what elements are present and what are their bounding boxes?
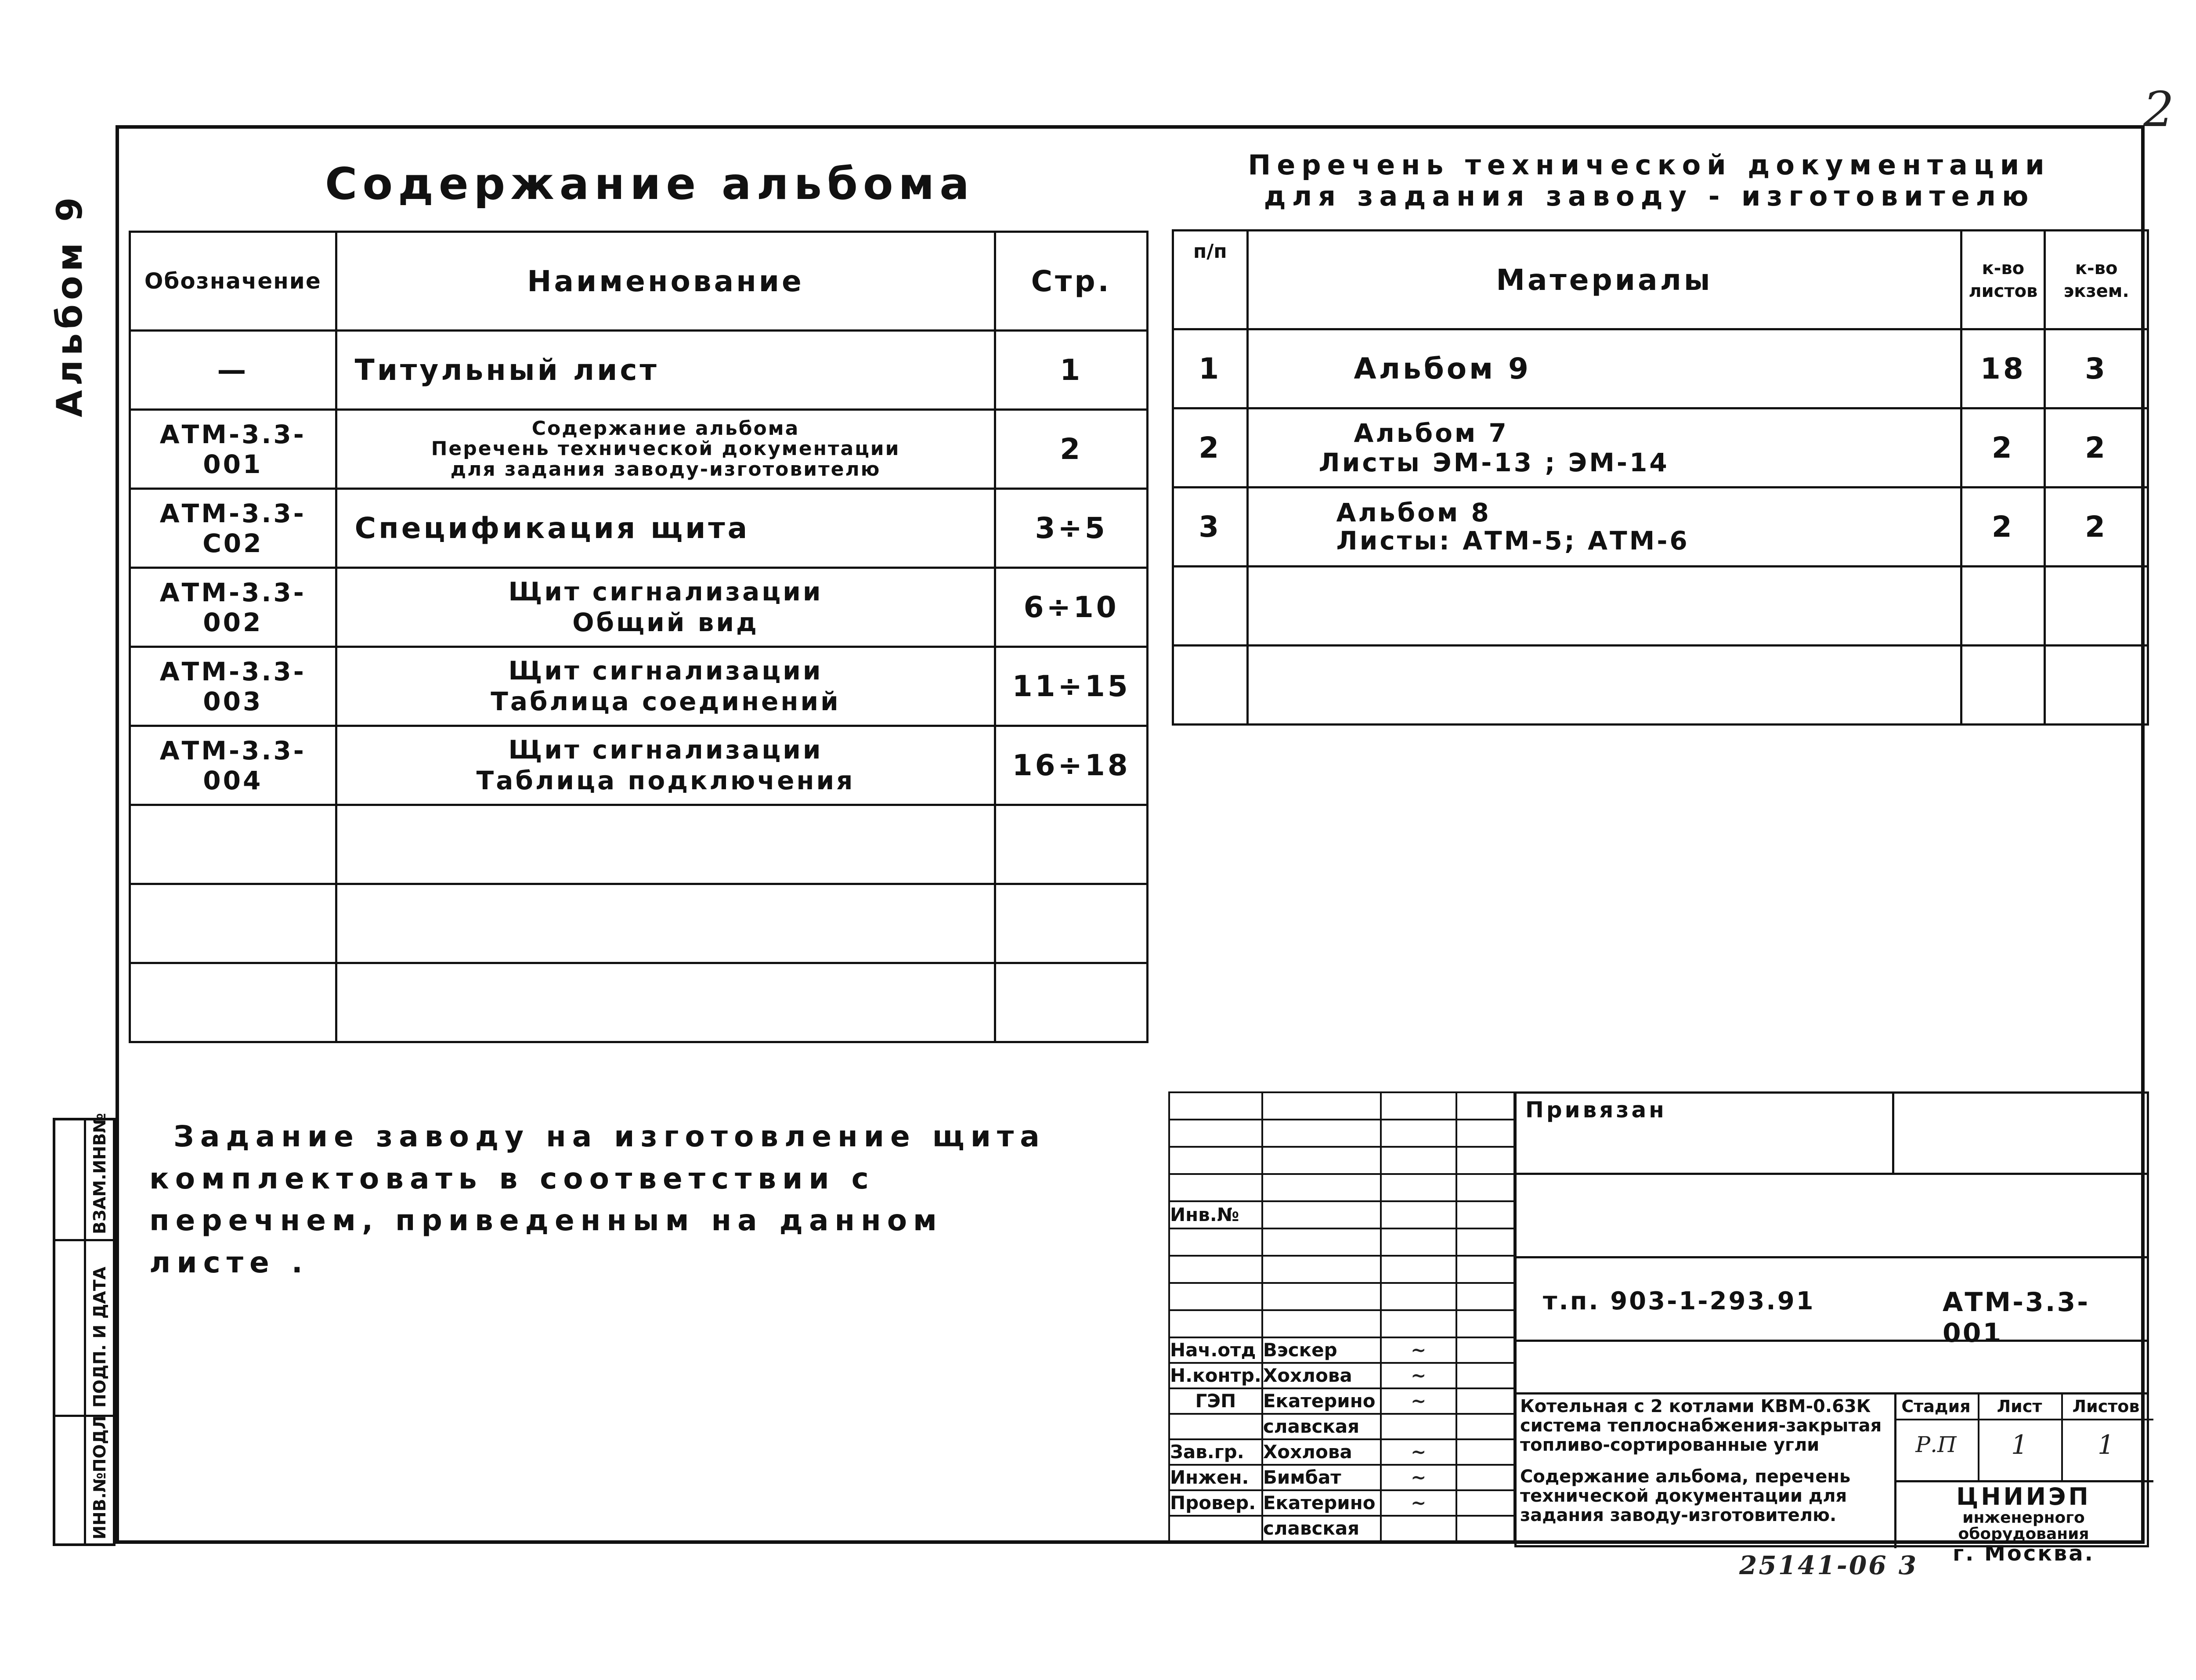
signature-mark: ~ <box>1381 1337 1456 1363</box>
signature-mark: ~ <box>1381 1388 1456 1414</box>
contents-table <box>129 231 1149 1043</box>
stage-value: Р.П <box>1915 1432 1957 1457</box>
table-row: 2 Альбом 7 Листы ЭМ-13 ; ЭМ-14 2 2 <box>1173 408 2148 488</box>
signatures-grid <box>1168 1091 1515 1542</box>
table-row-empty <box>1173 646 2148 725</box>
staff-row: Нач.отд Вэскер ~ <box>1169 1337 1514 1363</box>
table-row-empty <box>130 884 1148 963</box>
table-row: АТМ-3.3-004 Щит сигнализации Таблица подключения 16÷18 <box>130 726 1148 805</box>
documentation-table <box>1172 229 2149 726</box>
table-row-empty <box>130 963 1148 1042</box>
documentation-title: Перечень технической документации для задания заводу - изготовителю <box>1248 149 2051 213</box>
side-album-label: Альбом 9 <box>49 193 90 417</box>
sheet-title: Содержание альбома, перечень технической документации для задания заводу-изготовителю. <box>1520 1467 1851 1525</box>
inv-no-label: Инв.№ <box>1169 1201 1262 1228</box>
sheet-value: 1 <box>2011 1430 2028 1460</box>
project-description: Котельная с 2 котлами КВМ-0.63К система теплоснабжения-закрытая топливо-сортированные угли <box>1520 1396 1882 1455</box>
privyazan-label: Привязан <box>1525 1097 1667 1123</box>
header-naimenovanie: Наименование <box>336 232 995 331</box>
organization: ЦНИИЭП инженерного оборудования г. Москва. <box>1953 1483 2095 1566</box>
strip-label-inv: ИНВ.№ПОДЛ <box>90 1415 109 1539</box>
staff-row: славская <box>1169 1516 1514 1541</box>
table-row: АТМ-3.3-001 Содержание альбома Перечень технической документации для задания заводу-изготовителю 2 <box>130 410 1148 489</box>
sheets-label: Листов <box>2072 1397 2140 1416</box>
page-number: 2 <box>2143 81 2174 137</box>
signature-mark: ~ <box>1381 1490 1456 1516</box>
header-page: Стр. <box>995 232 1148 331</box>
staff-row: славская <box>1169 1414 1514 1439</box>
signature-mark: ~ <box>1381 1465 1456 1490</box>
signature-mark: ~ <box>1381 1439 1456 1465</box>
doc-code: АТМ-3.3-001 <box>1943 1287 2090 1348</box>
table-row-empty <box>130 805 1148 884</box>
strip-label-podp: ПОДП. И ДАТА <box>90 1266 109 1408</box>
header-oboznachenie: Обозначение <box>130 232 336 331</box>
table-row-empty <box>1173 567 2148 646</box>
sheets-value: 1 <box>2097 1430 2115 1460</box>
header-sheets-count: к-во листов <box>1961 231 2045 329</box>
staff-row: ГЭП Екатерино ~ <box>1169 1388 1514 1414</box>
archive-number: 25141-06 3 <box>1739 1550 1918 1580</box>
table-row: 3 Альбом 8 Листы: АТМ-5; АТМ-6 2 2 <box>1173 488 2148 567</box>
table-row: 1 Альбом 9 18 3 <box>1173 329 2148 408</box>
table-row: АТМ-3.3-002 Щит сигнализации Общий вид 6÷10 <box>130 568 1148 647</box>
staff-row: Провер. Екатерино ~ <box>1169 1490 1514 1516</box>
tp-number: т.п. 903-1-293.91 <box>1543 1287 1815 1315</box>
table-row: АТМ-3.3-003 Щит сигнализации Таблица соединений 11÷15 <box>130 647 1148 726</box>
staff-row: Инжен. Бимбат ~ <box>1169 1465 1514 1490</box>
strip-label-vzam: ВЗАМ.ИНВ№ <box>90 1113 109 1234</box>
contents-title: Содержание альбома <box>325 158 975 210</box>
header-copies-count: к-во экзем. <box>2045 231 2148 329</box>
stage-label: Стадия <box>1901 1397 1971 1416</box>
header-materials: Материалы <box>1247 231 1961 329</box>
note-text: Задание заводу на изготовление щита комплектовать в соответствии с перечнем, приведенным на данном листе . <box>149 1120 1046 1280</box>
header-pp: п/п <box>1173 231 1248 329</box>
signature-mark: ~ <box>1381 1363 1456 1388</box>
staff-row: Зав.гр. Хохлова ~ <box>1169 1439 1514 1465</box>
table-row: — Титульный лист 1 <box>130 331 1148 410</box>
table-row: АТМ-3.3-С02 Спецификация щита 3÷5 <box>130 489 1148 568</box>
sheet-label: Лист <box>1997 1397 2042 1416</box>
staff-row: Н.контр. Хохлова ~ <box>1169 1363 1514 1388</box>
